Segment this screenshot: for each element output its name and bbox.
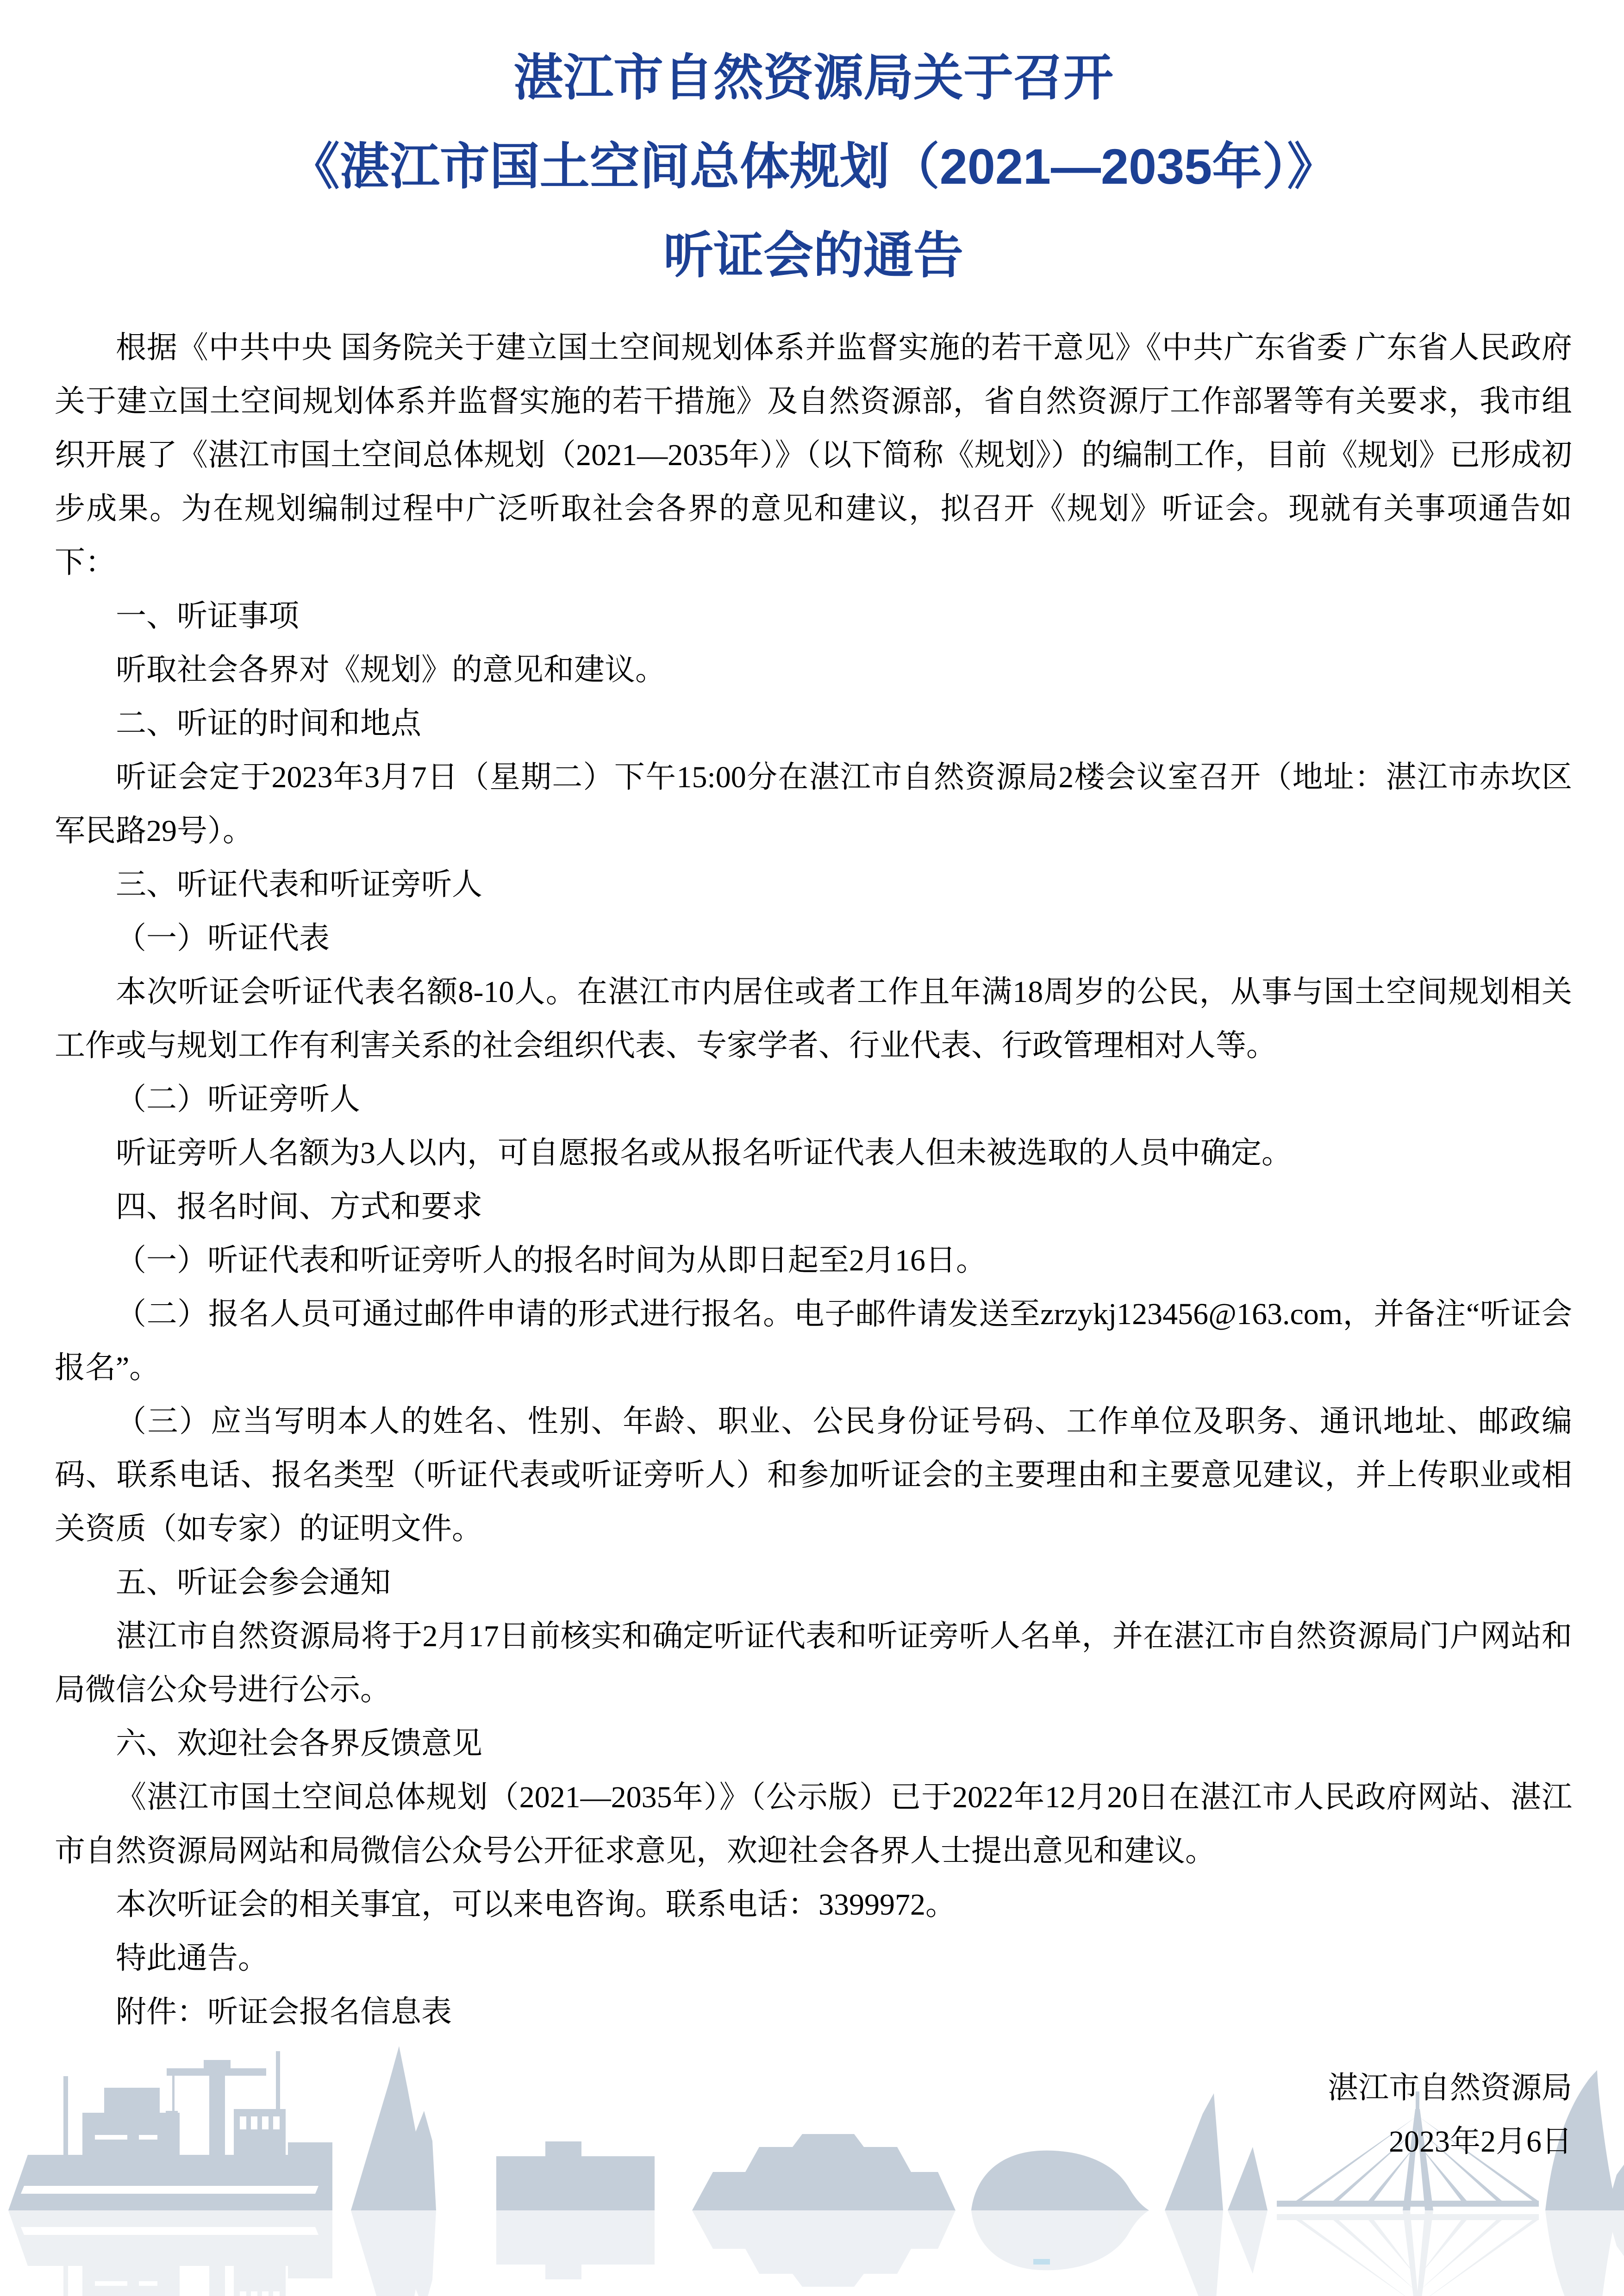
paragraph: （一）听证代表和听证旁听人的报名时间为从即日起至2月16日。: [116, 1244, 987, 1277]
sub-heading: （一）听证代表: [116, 921, 330, 955]
paragraph-closing: 特此通告。: [116, 1941, 269, 1975]
paragraph: 本次听证会听证代表名额8-10人。在湛江市内居住或者工作且年满18周岁的公民，从事与国土空间规划相关工作或与规划工作有利害关系的社会组织代表、专家学者、行业代表、行政管理相对人等。: [55, 975, 1572, 1063]
title-line-2: 《湛江市国土空间总体规划（2021—2035年）》: [289, 138, 1337, 194]
paragraph: （三）应当写明本人的姓名、性别、年龄、职业、公民身份证号码、工作单位及职务、通讯地址、邮政编码、联系电话、报名类型（听证代表或听证旁听人）和参加听证会的主要理由和主要意见建议，并上传职业或相关资质（如专家）的证明文件。: [55, 1405, 1572, 1546]
paragraph-intro: 根据《中共中央 国务院关于建立国土空间规划体系并监督实施的若干意见》《中共广东省委 广东省人民政府关于建立国土空间规划体系并监督实施的若干措施》及自然资源部，省自然资源厅工作部署等有关要求，我市组织开展了《湛江市国土空间总体规划（2021—2035年）》（以下简称《规划》）的编制工作，目前《规划》已形成初步成果。为在规划编制过程中广泛听取社会各界的意见和建议，拟召开《规划》听证会。现就有关事项通告如下：: [55, 331, 1572, 579]
section-heading-6: 六、欢迎社会各界反馈意见: [116, 1727, 482, 1761]
section-heading-3: 三、听证代表和听证旁听人: [116, 868, 482, 902]
document-body: [55, 321, 1572, 2039]
issuing-authority: 湛江市自然资源局: [1328, 2071, 1572, 2105]
paragraph: 《湛江市国土空间总体规划（2021—2035年）》（公示版）已于2022年12月20日在湛江市人民政府网站、湛江市自然资源局网站和局微信公众号公开征求意见，欢迎社会各界人士提出意见和建议。: [55, 1780, 1572, 1868]
document-title: [55, 0, 1572, 300]
section-heading-1: 一、听证事项: [116, 599, 299, 633]
issue-date: 2023年2月6日: [1389, 2125, 1572, 2159]
paragraph: 听取社会各界对《规划》的意见和建议。: [116, 653, 666, 687]
paragraph-phone: 本次听证会的相关事宜，可以来电咨询。联系电话：3399972。: [116, 1888, 956, 1922]
paragraph: 听证旁听人名额为3人以内，可自愿报名或从报名听证代表人但未被选取的人员中确定。: [116, 1136, 1292, 1170]
paragraph: 听证会定于2023年3月7日（星期二）下午15:00分在湛江市自然资源局2楼会议室召开（地址：湛江市赤坎区军民路29号）。: [55, 760, 1572, 848]
section-heading-2: 二、听证的时间和地点: [116, 707, 421, 740]
title-line-1: 湛江市自然资源局关于召开: [513, 50, 1113, 106]
title-line-3: 听证会的通告: [663, 227, 963, 283]
sub-heading: （二）听证旁听人: [116, 1083, 360, 1116]
section-heading-4: 四、报名时间、方式和要求: [116, 1190, 482, 1224]
paragraph-attachment: 附件：听证会报名信息表: [116, 1995, 452, 2029]
signature-block: [55, 2061, 1572, 2169]
paragraph-email: （二）报名人员可通过邮件申请的形式进行报名。电子邮件请发送至zrzykj123456@163.com，并备注“听证会报名”。: [55, 1297, 1572, 1385]
section-heading-5: 五、听证会参会通知: [116, 1566, 391, 1599]
paragraph: 湛江市自然资源局将于2月17日前核实和确定听证代表和听证旁听人名单，并在湛江市自然资源局门户网站和局微信公众号进行公示。: [55, 1619, 1572, 1707]
